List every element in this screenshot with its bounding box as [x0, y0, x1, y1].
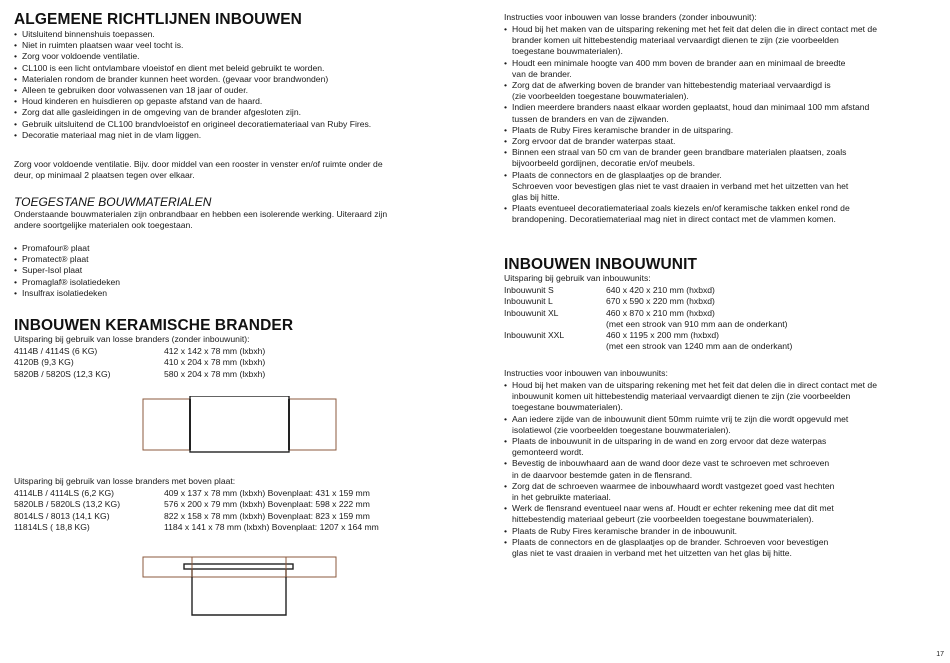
unit-instructions-intro: Instructies voor inbouwen van inbouwunits: [504, 368, 668, 378]
heading-algemene-richtlijnen: ALGEMENE RICHTLIJNEN INBOUWEN [14, 11, 302, 28]
list-item-line: • Bevestig de inbouwhaard aan de wand door deze vast te schroeven met schroeven [512, 458, 830, 469]
list-item-line: tussen de branders en van de zijwanden. [512, 113, 669, 124]
list-item-line: isolatiewol (zie voorbeelden toegestane bouwmaterialen). [512, 424, 731, 435]
list-item [504, 125, 924, 136]
dimensions-cell: 410 x 204 x 78 mm (lxbxh) [164, 357, 266, 368]
burner-cutout-diagram [142, 396, 338, 454]
list-item-line: • Plaats de inbouwunit in de uitsparing in de wand en zorg ervoor dat deze waterpas [512, 436, 827, 447]
table-row [14, 357, 265, 368]
model-cell: 4120B (9,3 KG) [14, 357, 74, 368]
table-row [14, 499, 379, 510]
model-cell [504, 319, 606, 330]
dimensions-cell: 412 x 142 x 78 mm (lxbxh) [164, 346, 266, 356]
dimensions-cell: 822 x 158 x 78 mm (lxbxh) Bovenplaat: 823 x 159 mm [164, 510, 370, 521]
table-row [14, 522, 379, 533]
list-item [504, 526, 924, 537]
list-item [504, 380, 924, 414]
list-item [504, 80, 924, 102]
table-row [14, 488, 379, 499]
ventilation-line: deur, op minimaal 2 plaatsen tegen over elkaar. [14, 170, 195, 181]
dimensions-cell: 409 x 137 x 78 mm (lxbxh) Bovenplaat: 431 x 159 mm [164, 488, 370, 498]
table-row [14, 511, 379, 522]
list-item: • Niet in ruimten plaatsen waar veel tocht is. [14, 40, 454, 51]
dimensions-cell: (met een strook van 1240 mm aan de onderkant) [606, 341, 793, 352]
table-row [14, 369, 265, 380]
list-item: • Gebruik uitsluitend de CL100 brandvloeistof en origineel decoratiemateriaal van Ruby Fires. [14, 119, 454, 130]
list-item: • Alleen te gebruiken door volwassenen van 18 jaar of ouder. [14, 85, 454, 96]
model-cell: Inbouwunit L [504, 296, 553, 307]
ventilation-paragraph [14, 159, 454, 182]
page-number: 17 [936, 651, 944, 658]
list-item-line: • Plaats de connectors en de glasplaatjes op de brander. Schroeven voor bevestigen [512, 536, 829, 547]
list-item: • Promatect® plaat [14, 254, 120, 265]
unit-instructions-list [504, 380, 924, 559]
model-cell: Inbouwunit XL [504, 307, 559, 318]
list-item-line: glas niet te vast draaien in verband met het uitzetten van het glas bij hitte. [512, 548, 792, 559]
list-item-line: • Indien meerdere branders naast elkaar worden geplaatst, houd dan minimaal 100 mm afstand [512, 102, 870, 113]
unit-intro: Uitsparing bij gebruik van inbouwunits: [504, 273, 651, 283]
dimensions-cell: 576 x 200 x 79 mm (lxbxh) Bovenplaat: 598 x 222 mm [164, 499, 370, 510]
list-item: • Materialen rondom de brander kunnen heet worden. (gevaar voor brandwonden) [14, 74, 454, 85]
list-item-line: van de brander. [512, 68, 572, 79]
top-plate [184, 564, 293, 569]
list-item-line: gemonteerd wordt. [512, 447, 584, 458]
list-item-line: brandopening. Decoratiemateriaal mag niet in direct contact met de vlammen komen. [512, 214, 836, 225]
list-item-line: • Plaats eventueel decoratiemateriaal zoals kiezels en/of keramische takken enkel rond de [512, 203, 850, 214]
list-item: • Insulfrax isolatiedeken [14, 288, 120, 299]
table-row [504, 341, 792, 352]
dimensions-cell: 580 x 204 x 78 mm (lxbxh) [164, 368, 266, 379]
model-cell: Inbouwunit S [504, 285, 554, 295]
list-item [504, 170, 924, 204]
list-item: • Promafour® plaat [14, 243, 120, 254]
ventilation-line: Zorg voor voldoende ventilatie. Bijv. door middel van een rooster in venster en/of ruimte onder de [14, 159, 383, 169]
list-item [504, 458, 924, 480]
list-item-line: • Zorg dat de schroeven waarmee de inbouwhaard wordt vastgezet goed vast hechten [512, 480, 835, 491]
list-item: • CL100 is een licht ontvlambare vloeistof en dient met beleid gebruikt te worden. [14, 63, 454, 74]
unit-dimensions-table [504, 285, 792, 353]
list-item-line: (zie voorbeelden toegestane bouwmaterialen). [512, 91, 689, 102]
list-item-line: • Plaats de Ruby Fires keramische brander in de uitsparing. [512, 124, 734, 135]
dimensions-cell: 640 x 420 x 210 mm (hxbxd) [606, 285, 715, 295]
model-cell: 5820LB / 5820LS (13,2 KG) [14, 499, 121, 510]
burner-outline [190, 396, 289, 452]
list-item-line: bijvoorbeeld gordijnen, decoratie en/of meubels. [512, 158, 695, 169]
table-row [14, 346, 265, 357]
list-item-line: • Houd bij het maken van de uitsparing rekening met het feit dat delen die in direct contact met de [512, 24, 877, 34]
materials-intro-line: Onderstaande bouwmaterialen zijn onbrandbaar en hebben een isolerende werking. Uiteraard zijn [14, 209, 388, 219]
general-guidelines-list [14, 29, 454, 141]
materials-intro-line: andere soortgelijke materialen ook toegestaan. [14, 220, 193, 231]
model-cell: 8014LS / 8013 (14,1 KG) [14, 510, 110, 521]
list-item [504, 203, 924, 225]
dimensions-cell: 670 x 590 x 220 mm (hxbxd) [606, 296, 715, 307]
list-item-line: Schroeven voor bevestigen glas niet te vast draaien in verband met het uitzetten van het [512, 180, 849, 191]
model-cell: 4114LB / 4114LS (6,2 KG) [14, 488, 115, 498]
model-cell: Inbouwunit XXL [504, 330, 565, 341]
table-row [504, 296, 792, 307]
materials-intro [14, 209, 454, 232]
list-item-line: • Werk de flensrand eventueel naar wens af. Houdt er echter rekening mee dat dit met [512, 503, 834, 514]
list-item: • Zorg voor voldoende ventilatie. [14, 51, 454, 62]
list-item-line: toegestane bouwmaterialen). [512, 46, 623, 57]
burner-top-plate-table [14, 488, 379, 533]
list-item [504, 537, 924, 559]
list-item: • Super-Isol plaat [14, 265, 120, 276]
dimensions-cell: 1184 x 141 x 78 mm (lxbxh) Bovenplaat: 1207 x 164 mm [164, 521, 379, 532]
list-item-line: toegestane bouwmaterialen). [512, 402, 623, 413]
loose-burner-instructions-intro: Instructies voor inbouwen van losse branders (zonder inbouwunit): [504, 12, 757, 22]
burner-top-plate-intro: Uitsparing bij gebruik van losse branders met boven plaat: [14, 476, 236, 486]
dimensions-cell: 460 x 870 x 210 mm (hxbxd) [606, 307, 715, 318]
loose-burner-instructions-list [504, 24, 924, 226]
heading-toegestane-bouwmaterialen: TOEGESTANE BOUWMATERIALEN [14, 195, 212, 209]
burner-dimensions-table [14, 346, 265, 380]
list-item [504, 147, 924, 169]
table-row [504, 319, 792, 330]
list-item-line: • Aan iedere zijde van de inbouwunit dient 50mm ruimte vrij te zijn die wordt opgevuld met [512, 413, 849, 424]
list-item [504, 58, 924, 80]
list-item: • Decoratie materiaal mag niet in de vlam liggen. [14, 130, 454, 141]
list-item-line: in de daarvoor bestemde gaten in de flensrand. [512, 469, 693, 480]
list-item-line: • Zorg dat de afwerking boven de brander van hittebestendig materiaal vervaardigd is [512, 80, 831, 91]
list-item [504, 481, 924, 503]
list-item [504, 414, 924, 436]
model-cell: 4114B / 4114S (6 KG) [14, 346, 98, 356]
list-item: • Promaglaf® isolatiedeken [14, 277, 120, 288]
list-item: • Houd kinderen en huisdieren op gepaste afstand van de haard. [14, 96, 454, 107]
table-row [504, 285, 792, 296]
list-item-line: • Plaats de Ruby Fires keramische brander in de inbouwunit. [512, 525, 737, 536]
dimensions-cell: 460 x 1195 x 200 mm (hxbxd) [606, 330, 720, 341]
list-item-line: hittebestendig materiaal gebeurt (zie voorbeelden toegestane bouwmaterialen). [512, 514, 814, 525]
list-item [504, 24, 924, 58]
burner-top-plate-diagram [142, 556, 338, 618]
list-item-line: glas bij hitte. [512, 192, 560, 203]
model-cell: 11814LS ( 18,8 KG) [14, 521, 90, 532]
model-cell: 5820B / 5820S (12,3 KG) [14, 368, 111, 379]
list-item [504, 136, 924, 147]
list-item [504, 102, 924, 124]
list-item-line: inbouwunit komen uit hittebestendig materiaal vervaardigt dienen te zijn (zie voorbeelden [512, 391, 851, 402]
table-row [504, 330, 792, 341]
list-item-line: brander komen uit hittebestendig materiaal vervaardigt dienen te zijn (zie voorbeelden [512, 35, 839, 46]
burner-intro: Uitsparing bij gebruik van losse branders (zonder inbouwunit): [14, 334, 250, 344]
list-item-line: • Houd bij het maken van de uitsparing rekening met het feit dat delen die in direct contact met de [512, 380, 877, 390]
model-cell [504, 341, 606, 352]
heading-inbouwen-inbouwunit: INBOUWEN INBOUWUNIT [504, 256, 698, 273]
table-row [504, 308, 792, 319]
dimensions-cell: (met een strook van 910 mm aan de onderkant) [606, 318, 788, 329]
list-item: • Uitsluitend binnenshuis toepassen. [14, 29, 454, 40]
list-item-line: • Zorg ervoor dat de brander waterpas staat. [512, 136, 676, 147]
list-item [504, 503, 924, 525]
list-item-line: • Binnen een straal van 50 cm van de brander geen brandbare materialen plaatsen, zoals [512, 147, 847, 158]
heading-inbouwen-keramische-brander: INBOUWEN KERAMISCHE BRANDER [14, 317, 294, 334]
list-item-line: • Plaats de connectors en de glasplaatjes op de brander. [512, 169, 722, 180]
list-item-line: • Houdt een minimale hoogte van 400 mm boven de brander aan en minimaal de breedte [512, 57, 846, 68]
list-item: • Zorg dat alle gasleidingen in de omgeving van de brander afgesloten zijn. [14, 107, 454, 118]
list-item [504, 436, 924, 458]
list-item-line: in het gebruikte materiaal. [512, 492, 611, 503]
materials-list [14, 243, 120, 299]
